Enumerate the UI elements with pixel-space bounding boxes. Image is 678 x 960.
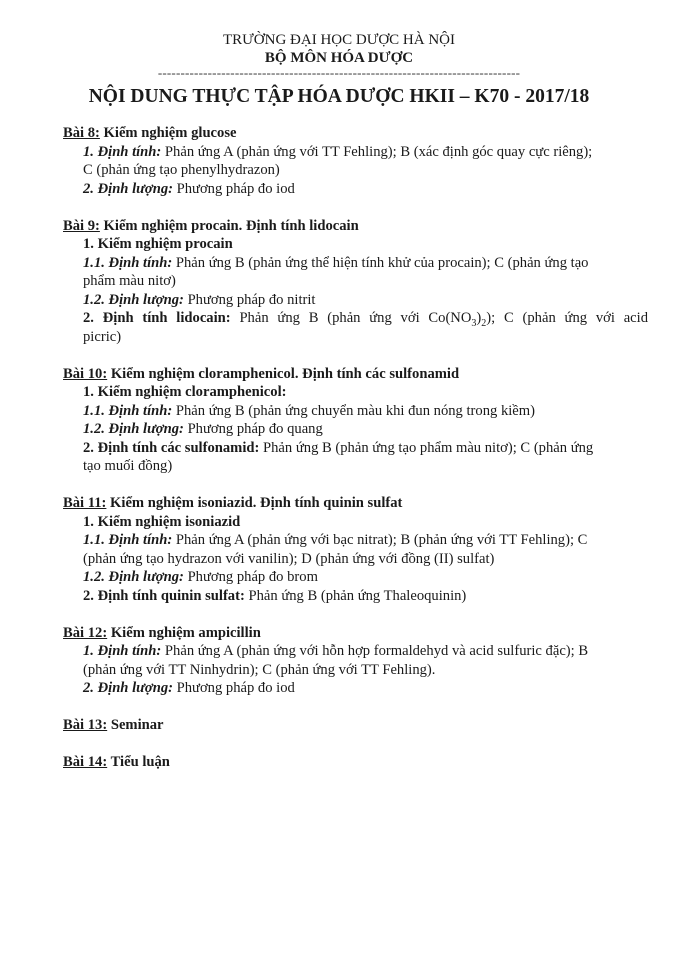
lesson-9-qualitative-cont: phẩm màu nitơ) <box>83 273 176 289</box>
lesson-14-label: Bài 14: <box>63 754 108 770</box>
lesson-11-sub2: 2. Định tính quinin sulfat: Phản ứng B (phản ứng Thaleoquinin) <box>83 587 467 604</box>
lesson-12-heading <box>63 624 648 643</box>
lesson-13-label: Bài 13: <box>63 717 108 733</box>
lesson-9-quantitative: 1.2. Định lượng: Phương pháp đo nitrit <box>83 291 316 308</box>
lesson-11-qualitative: 1.1. Định tính: Phản ứng A (phản ứng với bạc nitrat); B (phản ứng với TT Fehling); C <box>83 532 588 548</box>
lesson-12-qualitative-cont: (phản ứng với TT Ninhydrin); C (phản ứng với TT Fehling). <box>83 661 436 678</box>
lesson-10-qualitative: 1.1. Định tính: Phản ứng B (phản ứng chuyển màu khi đun nóng trong kiềm) <box>83 402 535 419</box>
lesson-10-heading <box>63 365 648 384</box>
lesson-12-qualitative: 1. Định tính: Phản ứng A (phản ứng với hỗn hợp formaldehyd và acid sulfuric đặc); B <box>83 643 589 659</box>
page-title: NỘI DUNG THỰC TẬP HÓA DƯỢC HKII – K70 - 2017/18 <box>88 86 590 107</box>
lesson-list <box>63 124 648 772</box>
lesson-9-sub1: 1. Kiểm nghiệm procain <box>83 236 233 252</box>
lesson-9-sub2-cont: picric) <box>83 328 122 345</box>
lesson-8-heading <box>63 124 648 143</box>
department-name: BỘ MÔN HÓA DƯỢC <box>264 50 414 66</box>
lesson-8-title: Kiểm nghiệm glucose <box>99 125 237 141</box>
lesson-11-title: Kiểm nghiệm isoniazid. Định tính quinin sulfat <box>106 495 403 511</box>
lesson-9-label: Bài 9: <box>63 217 100 234</box>
lesson-11-quantitative: 1.2. Định lượng: Phương pháp đo brom <box>83 569 318 585</box>
lesson-9-heading <box>63 217 648 236</box>
lesson-8-label: Bài 8: <box>63 125 100 141</box>
lesson-8-qualitative-cont: C (phản ứng tạo phenylhydrazon) <box>83 162 280 178</box>
lesson-9-sub2: 2. Định tính lidocain: Phản ứng B (phản ứng với $Co(NO_3)_2$); C (phản ứng với acid <box>83 310 648 328</box>
lesson-11-heading <box>63 494 648 513</box>
lesson-13-heading <box>63 716 648 735</box>
lesson-13-title: Seminar <box>107 717 164 733</box>
lesson-8-quantitative: 2. Định lượng: Phương pháp đo iod <box>83 180 295 197</box>
school-name: TRƯỜNG ĐẠI HỌC DƯỢC HÀ NỘI <box>222 32 456 48</box>
lesson-14-heading <box>63 753 648 772</box>
lesson-12-quantitative: 2. Định lượng: Phương pháp đo iod <box>83 680 295 696</box>
lesson-14-title: Tiểu luận <box>107 754 170 770</box>
lesson-9-title: Kiểm nghiệm procain. Định tính lidocain <box>99 217 359 234</box>
lesson-8-qualitative: 1. Định tính: Phản ứng A (phản ứng với TT Fehling); B (xác định góc quay cực riêng); <box>83 143 593 160</box>
lesson-12-label: Bài 12: <box>63 624 108 641</box>
lesson-11-qualitative-cont: (phản ứng tạo hydrazon với vanilin); D (phản ứng với đồng (II) sulfat) <box>83 550 495 567</box>
lesson-10-title: Kiểm nghiệm cloramphenicol. Định tính các sulfonamid <box>107 365 460 382</box>
lesson-10-sub2: 2. Định tính các sulfonamid: Phản ứng B (phản ứng tạo phẩm màu nitơ); C (phản ứng <box>83 439 594 456</box>
lesson-10-quantitative: 1.2. Định lượng: Phương pháp đo quang <box>83 421 323 437</box>
lesson-10-sub2-cont: tạo muối đồng) <box>83 458 173 474</box>
header-separator: -------------------------------------------------------------------------------- <box>157 65 521 80</box>
lesson-11-sub1: 1. Kiểm nghiệm isoniazid <box>83 513 241 530</box>
lesson-12-title: Kiểm nghiệm ampicillin <box>107 624 261 641</box>
lesson-10-sub1: 1. Kiểm nghiệm cloramphenicol: <box>83 384 287 400</box>
lesson-9-qualitative: 1.1. Định tính: Phản ứng B (phản ứng thể hiện tính khử của procain); C (phản ứng tạo <box>83 254 589 271</box>
lesson-10-label: Bài 10: <box>63 365 108 382</box>
lesson-11-label: Bài 11: <box>63 495 107 511</box>
